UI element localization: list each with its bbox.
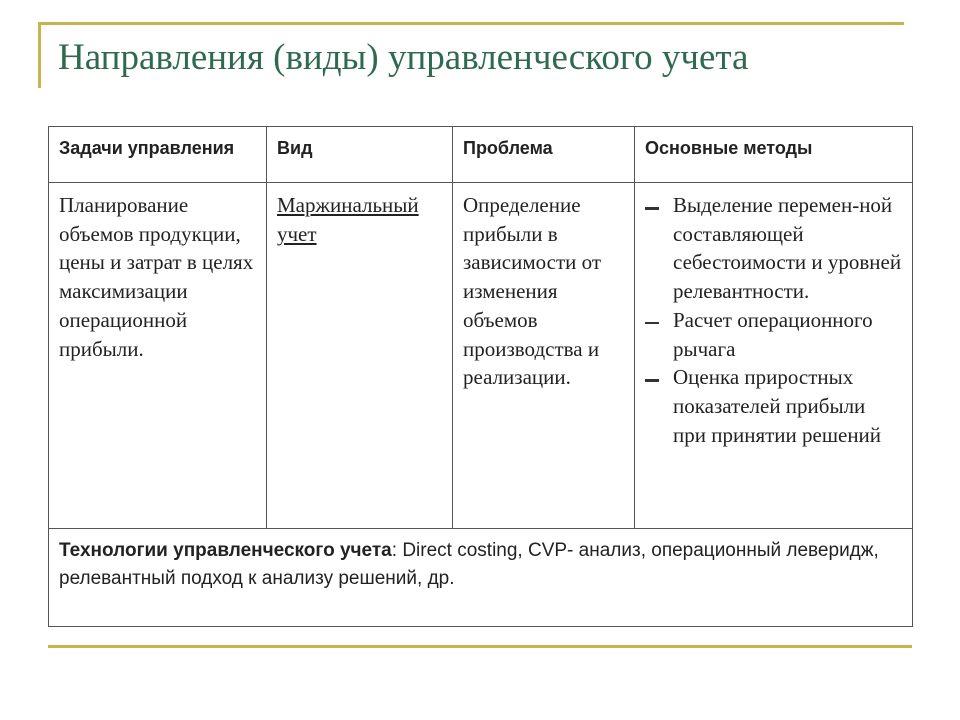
- technologies-label: Технологии управленческого учета: [59, 540, 392, 561]
- technologies-direct: Direct costing, CVP-: [402, 540, 574, 561]
- cell-tasks: Планирование объемов продукции, цены и затрат в целях максимизации операционной прибыли.: [49, 183, 267, 529]
- slide-title: Направления (виды) управленческого учета: [58, 37, 749, 78]
- technologies-separator: :: [391, 540, 403, 561]
- header-kind: Вид: [267, 127, 453, 183]
- cell-problem: Определение прибыли в зависимости от изменения объемов производства и реализации.: [453, 183, 635, 529]
- list-item: [645, 191, 902, 306]
- table-header-row: [49, 127, 913, 183]
- decorative-top-line: [40, 22, 904, 25]
- header-methods: Основные методы: [635, 127, 913, 183]
- kind-link-text: Маржинальный учет: [277, 193, 419, 246]
- method-text: Выделение перемен-ной составляющей себестоимости и уровней релевантности.: [673, 193, 902, 304]
- cell-methods: [635, 183, 913, 529]
- methods-list: [645, 191, 902, 449]
- method-text: Оценка приростных показателей прибыли при принятии решений: [673, 365, 882, 447]
- list-item: [645, 363, 902, 449]
- list-item: [645, 306, 902, 363]
- header-tasks: Задачи управления: [49, 127, 267, 183]
- technologies-cell: [49, 529, 913, 627]
- technologies-text: анализ, операционный леверидж, релевантный подход к анализу решений, др.: [59, 540, 879, 589]
- table-row: [49, 183, 913, 529]
- technologies-row: [49, 529, 913, 627]
- dash-bullet-icon: [645, 207, 659, 210]
- dash-bullet-icon: [645, 379, 659, 382]
- decorative-bottom-line: [48, 645, 912, 648]
- cell-kind: [267, 183, 453, 529]
- method-text: Расчет операционного рычага: [673, 307, 873, 361]
- management-accounting-table: [48, 126, 913, 627]
- decorative-left-line: [38, 22, 41, 88]
- dash-bullet-icon: [645, 322, 659, 325]
- header-problem: Проблема: [453, 127, 635, 183]
